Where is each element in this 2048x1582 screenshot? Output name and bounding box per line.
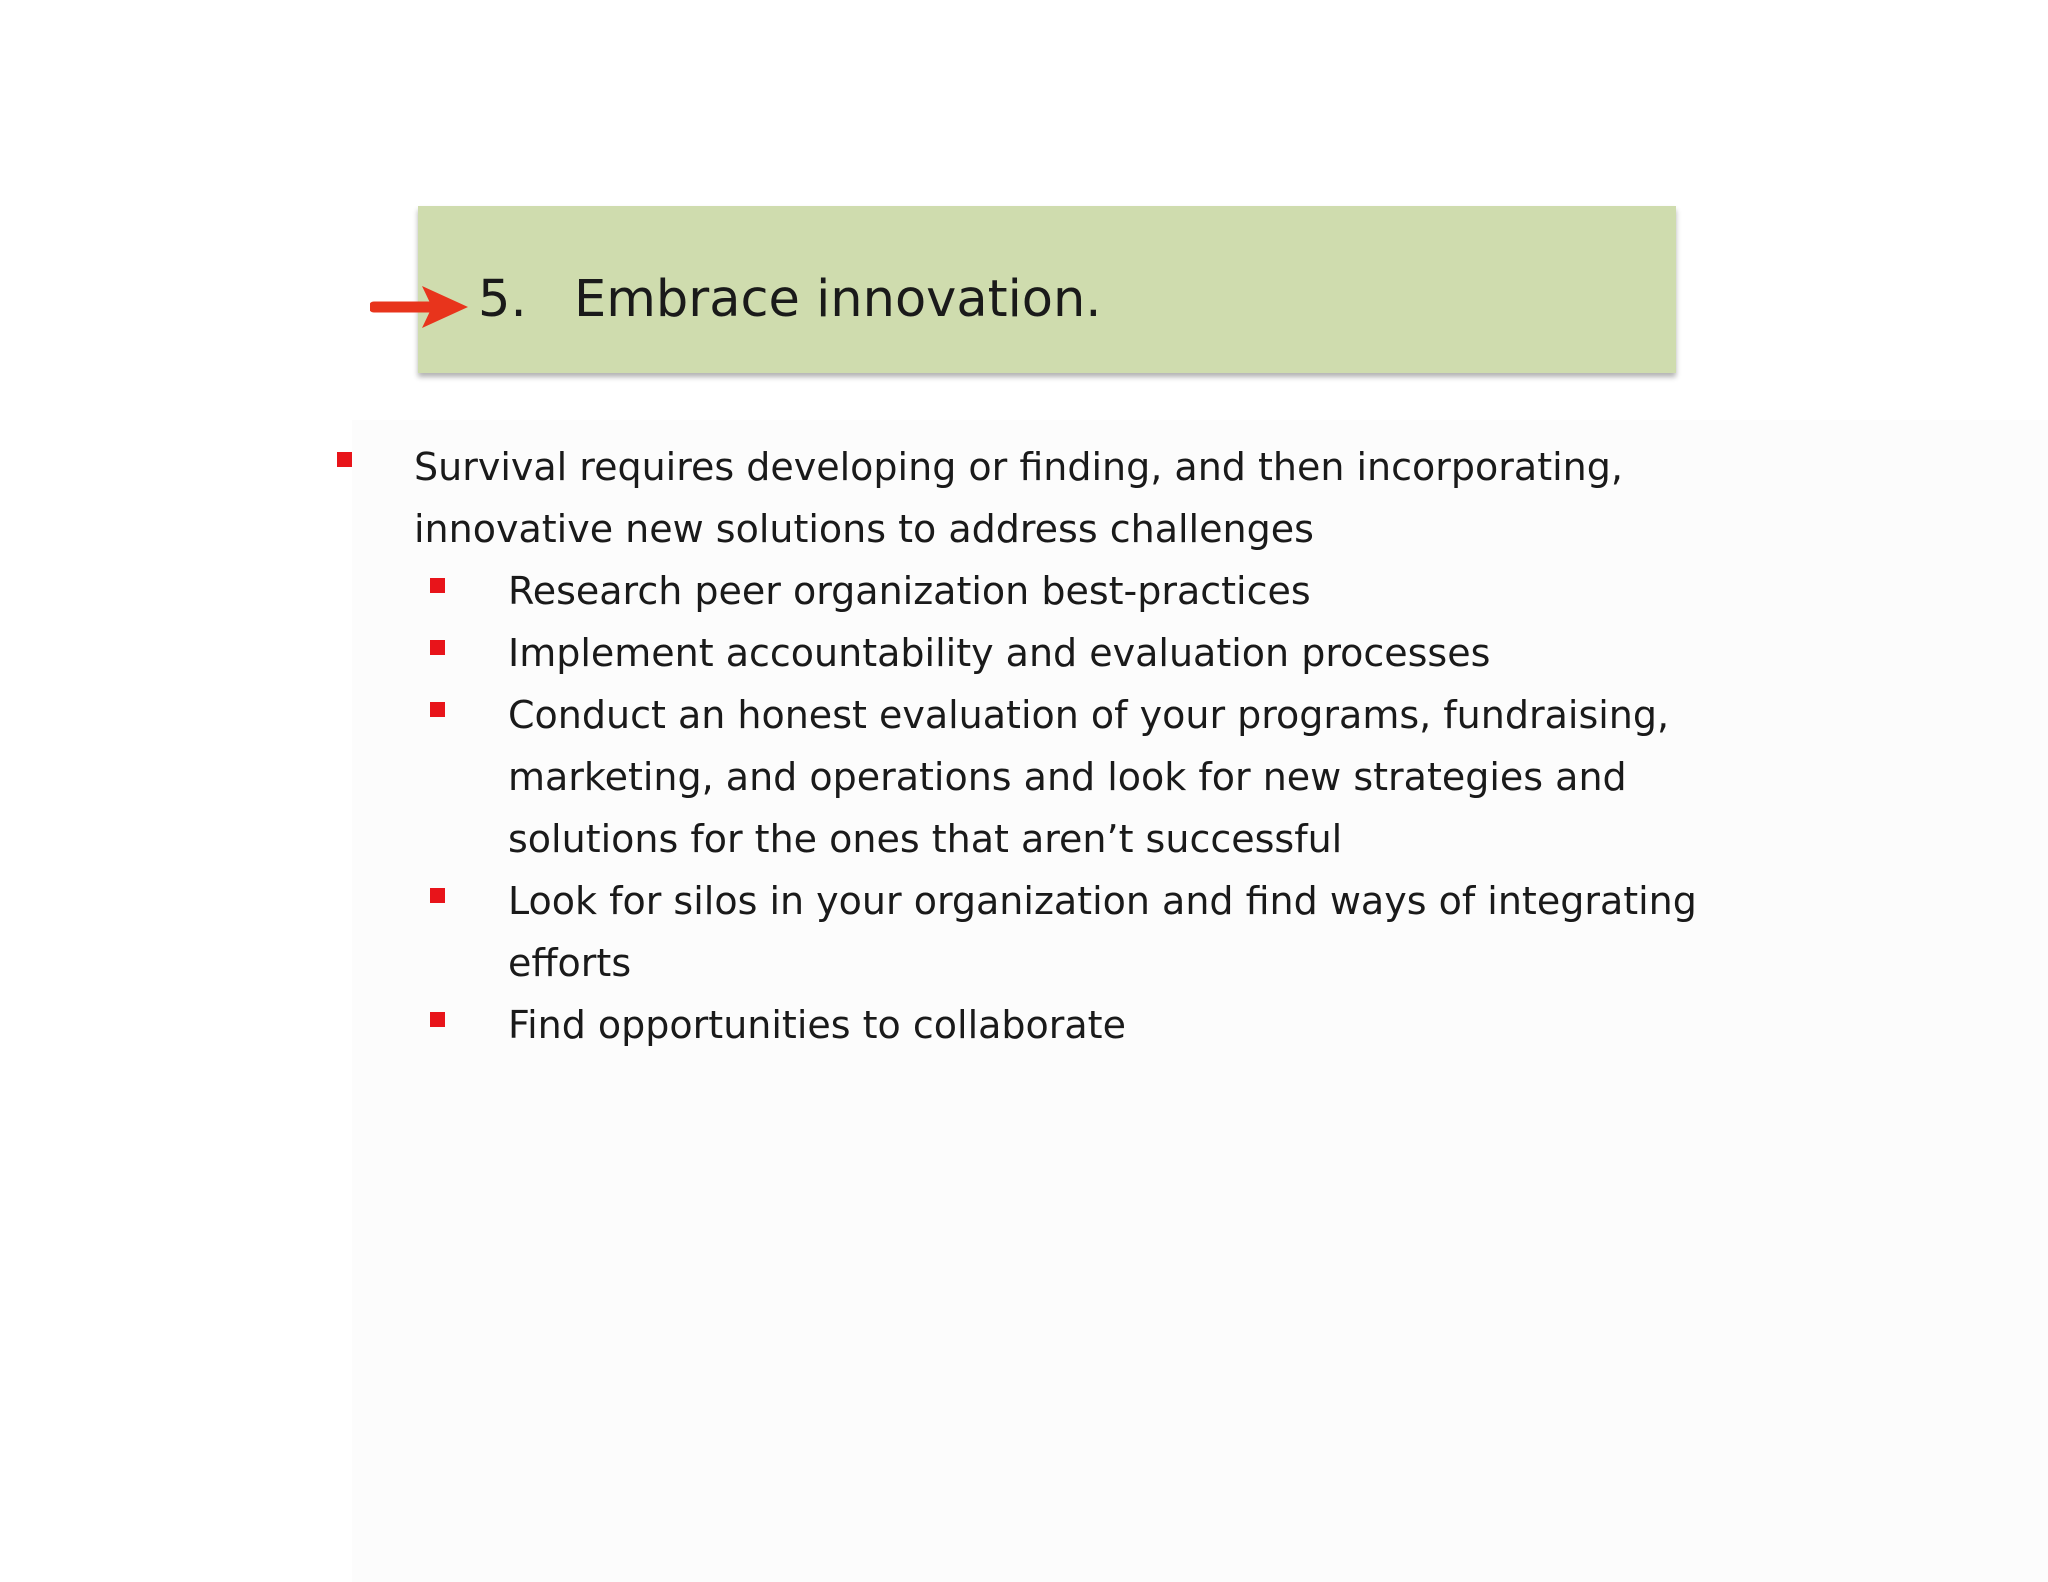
square-bullet-icon [430,702,445,717]
square-bullet-icon [430,578,445,593]
sub-bullet-line: Conduct an honest evaluation of your programs, fundraising, [508,693,1670,737]
main-bullet-line: Survival requires developing or finding, and then incorporating, [414,445,1623,489]
sub-bullet-line: solutions for the ones that aren’t successful [508,817,1343,861]
page-title: Embrace innovation. [574,270,1102,329]
sub-bullet-line: efforts [508,941,632,985]
square-bullet-icon [337,452,352,467]
right-arrow-icon [370,282,474,332]
sub-bullet-line: Implement accountability and evaluation processes [508,631,1491,675]
square-bullet-icon [430,888,445,903]
sub-bullet-line: Research peer organization best-practices [508,569,1311,613]
sub-bullet-line: Look for silos in your organization and find ways of integrating [508,879,1697,923]
square-bullet-icon [430,1012,445,1027]
sub-bullet-line: Find opportunities to collaborate [508,1003,1126,1047]
sub-bullet-line: marketing, and operations and look for new strategies and [508,755,1627,799]
title-number: 5. [478,270,527,329]
main-bullet-line: innovative new solutions to address challenges [414,507,1314,551]
square-bullet-icon [430,640,445,655]
